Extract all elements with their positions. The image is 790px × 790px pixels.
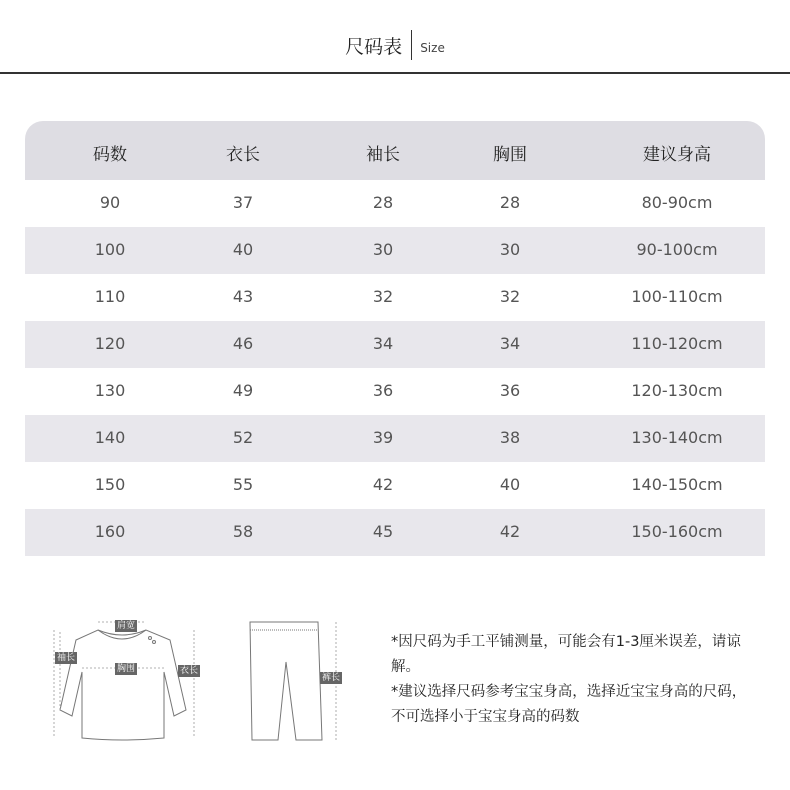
page-subtitle: Size [420, 41, 445, 55]
table-cell: 130-140cm [631, 428, 723, 447]
table-cell: 150-160cm [631, 522, 723, 541]
table-row [25, 509, 765, 556]
pants-length-label: 裤长 [322, 673, 341, 683]
title-wrap [0, 30, 790, 60]
table-cell: 36 [372, 381, 394, 400]
table-cell: 37 [232, 193, 254, 212]
table-header [25, 121, 765, 180]
table-cell: 42 [372, 475, 394, 494]
table-cell: 150 [94, 475, 126, 494]
shirt-diagram-icon [60, 630, 186, 740]
table-cell: 140 [94, 428, 126, 447]
table-cell: 120-130cm [631, 381, 723, 400]
table-cell: 28 [499, 193, 521, 212]
table-cell: 34 [499, 334, 521, 353]
table-cell: 52 [232, 428, 254, 447]
table-cell: 120 [94, 334, 126, 353]
table-cell: 49 [232, 381, 254, 400]
header-cell: 衣长 [226, 145, 260, 165]
header-cell: 建议身高 [643, 145, 711, 165]
table-cell: 130 [94, 381, 126, 400]
header-cell: 码数 [93, 145, 127, 165]
header-cell: 袖长 [366, 145, 400, 165]
title-divider [411, 30, 412, 60]
table-row [25, 462, 765, 509]
table-cell: 42 [499, 522, 521, 541]
table-cell: 55 [232, 475, 254, 494]
table-cell: 58 [232, 522, 254, 541]
table-cell: 43 [232, 287, 254, 306]
table-cell: 160 [94, 522, 126, 541]
table-cell: 100 [94, 240, 126, 259]
table-cell: 100-110cm [631, 287, 723, 306]
table-cell: 40 [232, 240, 254, 259]
table-cell: 140-150cm [631, 475, 723, 494]
table-cell: 90 [99, 193, 121, 212]
sleeve-label: 袖长 [57, 653, 76, 663]
table-cell: 36 [499, 381, 521, 400]
table-cell: 39 [372, 428, 394, 447]
table-row [25, 180, 765, 227]
table-cell: 32 [499, 287, 521, 306]
table-row [25, 368, 765, 415]
header-cell: 胸围 [493, 145, 527, 165]
table-cell: 110-120cm [631, 334, 723, 353]
table-row [25, 321, 765, 368]
table-cell: 32 [372, 287, 394, 306]
length-label: 衣长 [180, 666, 199, 676]
table-row [25, 227, 765, 274]
note-measurement: *因尺码为手工平铺测量，可能会有1-3厘米误差，请谅解。 [391, 634, 741, 675]
table-cell: 30 [372, 240, 394, 259]
shoulder-label: 肩宽 [117, 621, 136, 631]
table-cell: 34 [372, 334, 394, 353]
table-row [25, 274, 765, 321]
table-cell: 46 [232, 334, 254, 353]
table-body [25, 180, 765, 556]
chest-label: 胸围 [117, 664, 136, 674]
note-recommendation: *建议选择尺码参考宝宝身高，选择近宝宝身高的尺码，不可选择小于宝宝身高的码数 [391, 684, 747, 725]
measurement-section [0, 600, 790, 760]
header-divider [0, 72, 790, 74]
size-table [25, 121, 765, 556]
pants-diagram-icon [250, 622, 322, 740]
table-cell: 38 [499, 428, 521, 447]
table-cell: 90-100cm [636, 240, 718, 259]
table-cell: 110 [94, 287, 126, 306]
table-cell: 30 [499, 240, 521, 259]
table-row [25, 415, 765, 462]
page-header [0, 22, 790, 74]
size-notes [391, 630, 751, 730]
page-title: 尺码表 [345, 35, 403, 58]
table-cell: 40 [499, 475, 521, 494]
table-cell: 45 [372, 522, 394, 541]
table-cell: 28 [372, 193, 394, 212]
table-cell: 80-90cm [641, 193, 713, 212]
